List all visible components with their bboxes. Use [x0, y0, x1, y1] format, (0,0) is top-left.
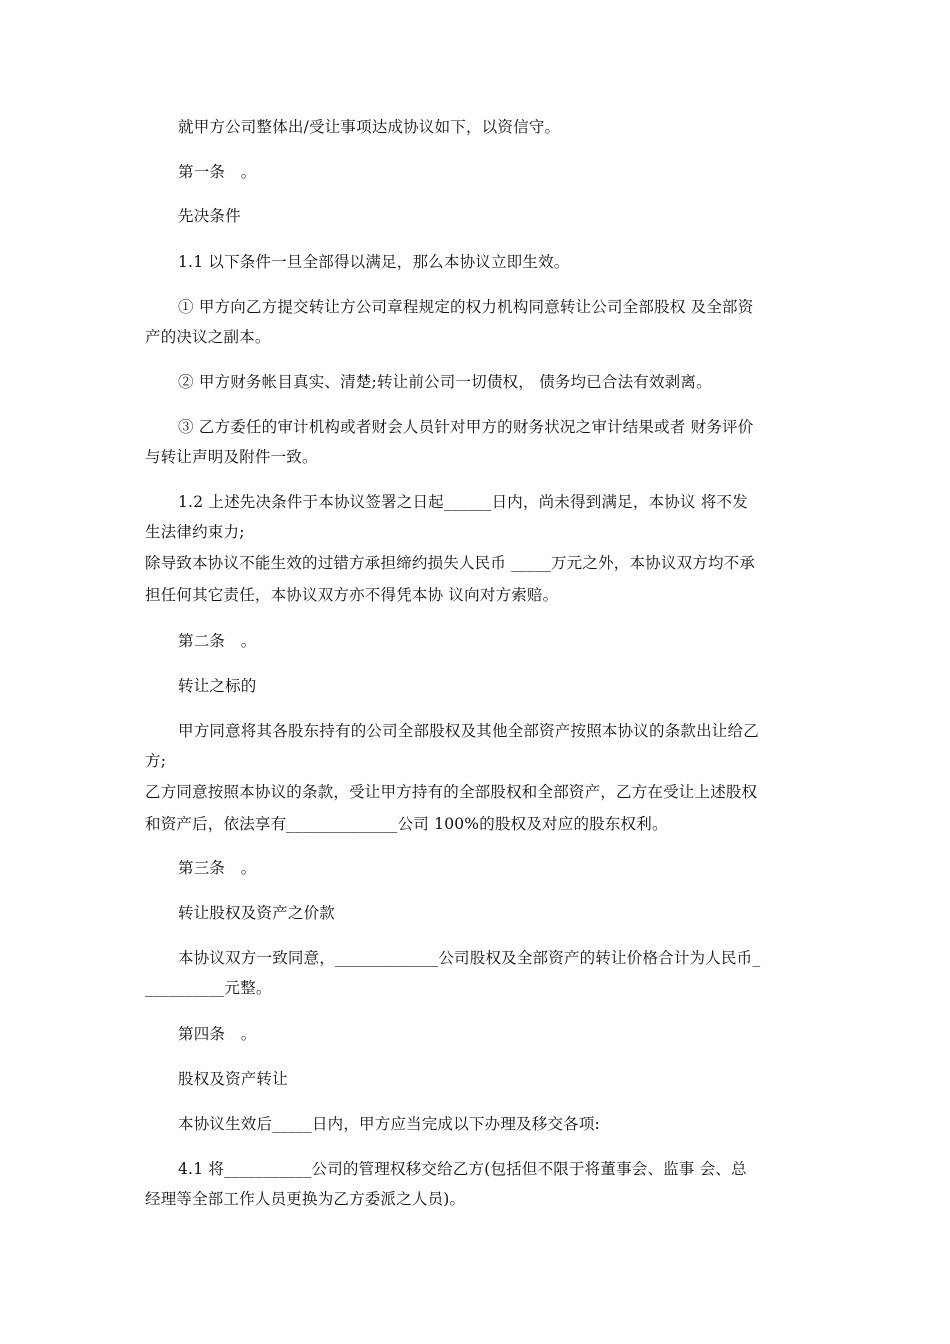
- clause-1-1-item-1-line-2: 产的决议之副本。: [145, 328, 271, 346]
- article-4-heading: 第四条 。: [178, 1025, 257, 1043]
- clause-4-1-line-1: 4.1 将___________公司的管理权移交给乙方(包括但不限于将董事会、监事 会、总: [178, 1160, 747, 1178]
- article-2-para-2-line-2: 和资产后，依法享有______________公司 100%的股权及对应的股东权利。: [145, 815, 668, 833]
- clause-1-1-item-3-line-2: 与转让声明及附件一致。: [145, 448, 318, 466]
- article-1-heading: 第一条 。: [178, 163, 257, 181]
- clause-1-1-item-2: ② 甲方财务帐目真实、清楚;转让前公司一切债权， 债务均已合法有效剥离。: [178, 373, 712, 391]
- paragraph-intro: 就甲方公司整体出/受让事项达成协议如下，以资信守。: [178, 118, 561, 136]
- article-2-para-1-line-1: 甲方同意将其各股东持有的公司全部股权及其他全部资产按照本协议的条款出让给乙: [178, 722, 759, 740]
- article-3-heading: 第三条 。: [178, 859, 257, 877]
- clause-4-1-line-2: 经理等全部工作人员更换为乙方委派之人员)。: [145, 1190, 466, 1208]
- article-3-para-line-1: 本协议双方一致同意，_____________公司股权及全部资产的转让价格合计为人民币_: [178, 949, 761, 967]
- clause-1-2-line-4: 担任何其它责任，本协议双方亦不得凭本协 议向对方索赔。: [145, 586, 559, 604]
- article-2-title: 转让之标的: [178, 677, 257, 695]
- article-2-para-2-line-1: 乙方同意按照本协议的条款，受让甲方持有的全部股权和全部资产，乙方在受让上述股权: [145, 783, 758, 801]
- clause-1-2-line-2: 生法律约束力;: [145, 523, 245, 541]
- article-3-title: 转让股权及资产之价款: [178, 904, 336, 922]
- article-4-para: 本协议生效后_____日内，甲方应当完成以下办理及移交各项:: [178, 1115, 600, 1133]
- article-3-para-line-2: __________元整。: [145, 979, 272, 997]
- clause-1-1: 1.1 以下条件一旦全部得以满足，那么本协议立即生效。: [178, 253, 570, 271]
- clause-1-2-line-1: 1.2 上述先决条件于本协议签署之日起______日内，尚未得到满足，本协议 将不发: [178, 493, 748, 511]
- clause-1-2-line-3: 除导致本协议不能生效的过错方承担缔约损失人民币 _____万元之外，本协议双方均不承: [145, 554, 756, 572]
- article-2-heading: 第二条 。: [178, 632, 257, 650]
- article-1-title: 先决条件: [178, 207, 241, 225]
- article-4-title: 股权及资产转让: [178, 1070, 288, 1088]
- clause-1-1-item-3-line-1: ③ 乙方委任的审计机构或者财会人员针对甲方的财务状况之审计结果或者 财务评价: [178, 418, 754, 436]
- clause-1-1-item-1-line-1: ① 甲方向乙方提交转让方公司章程规定的权力机构同意转让公司全部股权 及全部资: [178, 298, 754, 316]
- article-2-para-1-line-2: 方;: [145, 752, 167, 770]
